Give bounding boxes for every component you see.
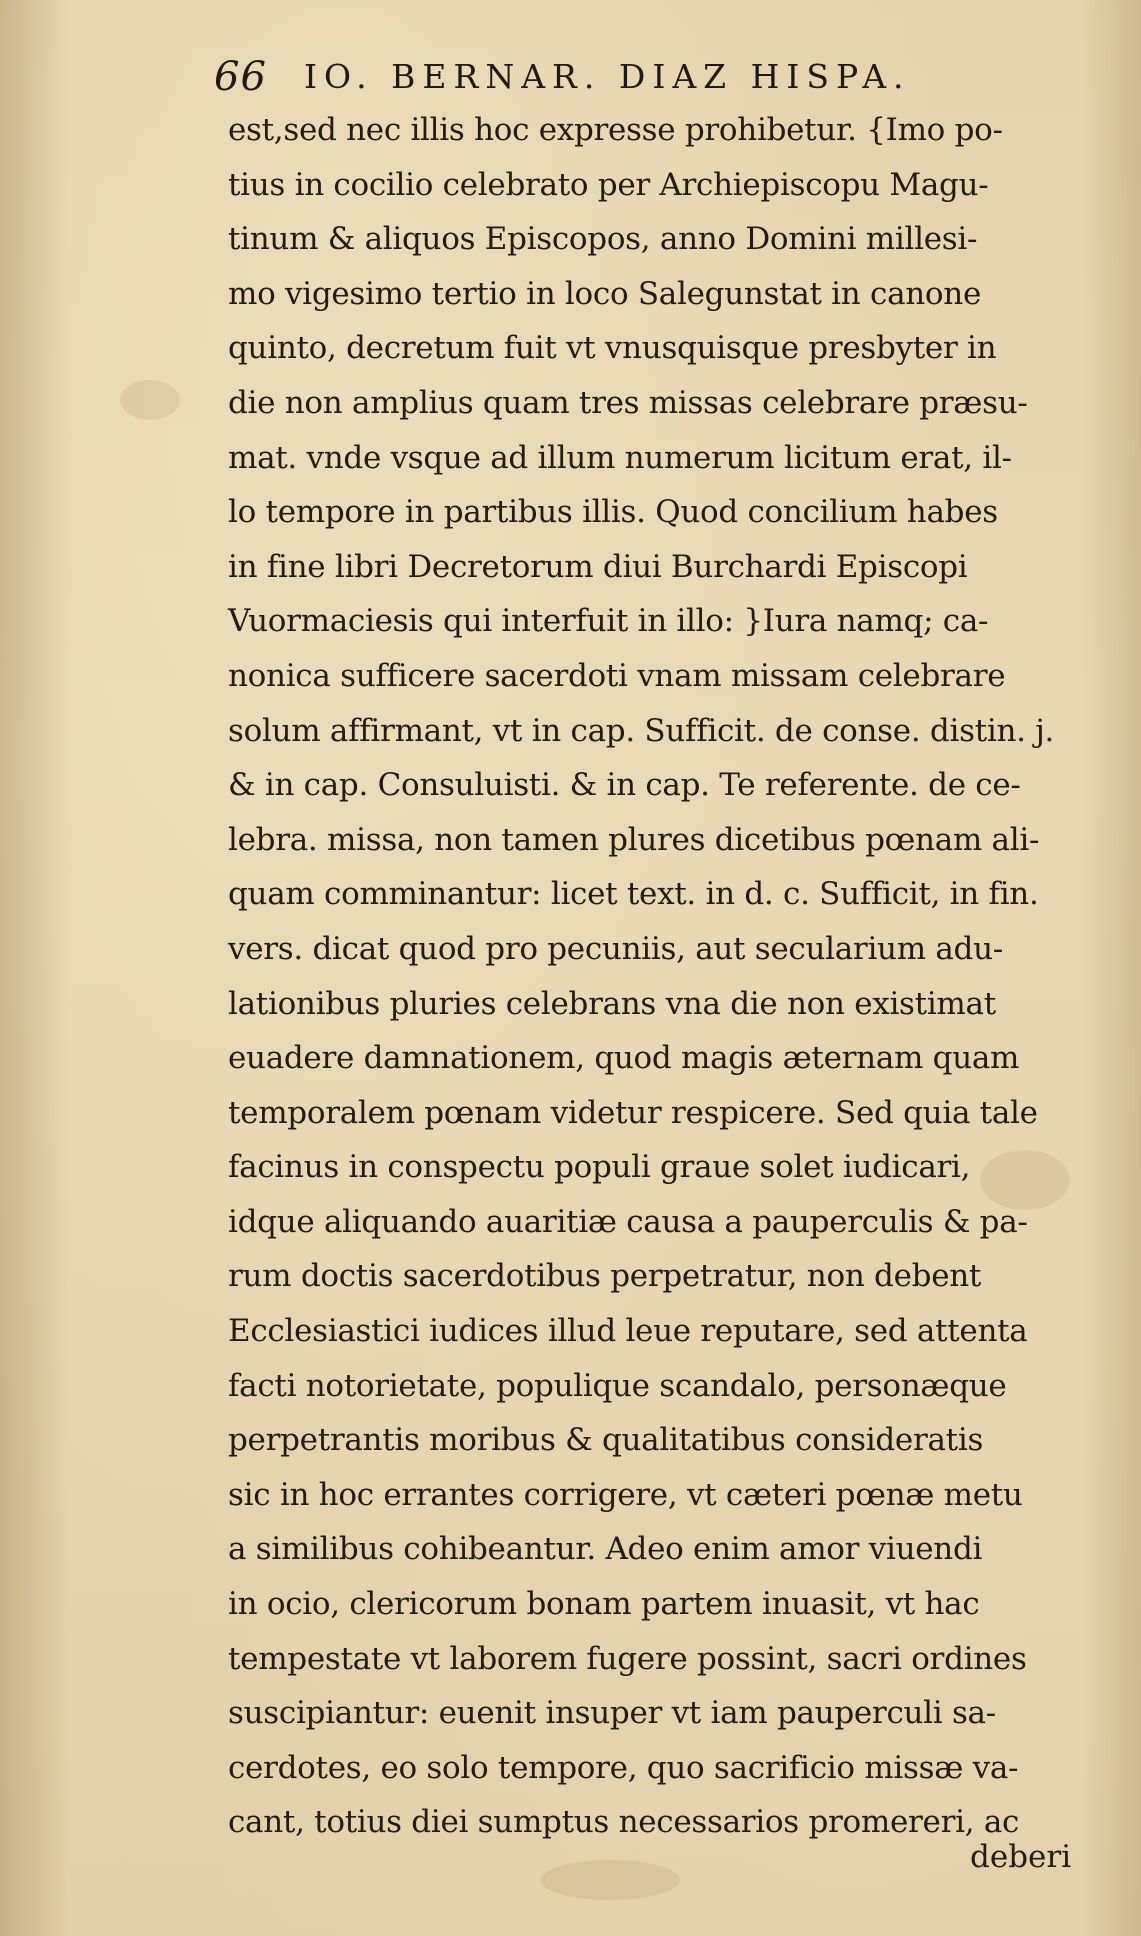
text-line: facinus in conspectu populi graue solet iudicari, xyxy=(228,1149,971,1186)
text-line: suscipiantur: euenit insuper vt iam pauperculi sa- xyxy=(228,1695,996,1732)
paper-stain xyxy=(120,380,180,420)
text-line: euadere damnationem, quod magis æternam quam xyxy=(228,1040,1020,1077)
text-line: tinum & aliquos Episcopos, anno Domini millesi- xyxy=(228,221,978,258)
running-head: IO. BERNAR. DIAZ HISPA. xyxy=(304,57,911,96)
text-line: perpetrantis moribus & qualitatibus consideratis xyxy=(228,1422,984,1459)
text-line: & in cap. Consuluisti. & in cap. Te referente. de ce- xyxy=(228,767,1021,804)
text-line: cant, totius diei sumptus necessarios promereri, ac xyxy=(228,1804,1020,1841)
text-line: lationibus pluries celebrans vna die non existimat xyxy=(228,985,996,1022)
body-text xyxy=(228,103,1118,1850)
text-line: tius in cocilio celebrato per Archiepiscopu Magu- xyxy=(228,166,989,203)
text-line: facti notorietate, populique scandalo, personæque xyxy=(228,1367,1007,1404)
text-line: in fine libri Decretorum diui Burchardi Episcopi xyxy=(228,548,968,585)
text-line: Ecclesiastici iudices illud leue reputare, sed attenta xyxy=(228,1313,1028,1350)
text-line: a similibus cohibeantur. Adeo enim amor viuendi xyxy=(228,1531,983,1568)
paper-stain xyxy=(540,1860,680,1900)
text-line: est,sed nec illis hoc expresse prohibetur. {Imo po- xyxy=(228,112,1003,148)
text-line: sic in hoc errantes corrigere, vt cæteri pœnæ metu xyxy=(228,1476,1023,1513)
text-line: lo tempore in partibus illis. Quod concilium habes xyxy=(228,494,998,531)
page-number: 66 xyxy=(214,54,267,100)
text-line: nonica sufficere sacerdoti vnam missam celebrare xyxy=(228,657,1006,694)
page-header xyxy=(214,52,1034,102)
catchword: deberi xyxy=(970,1839,1072,1875)
text-line: quam comminantur: licet text. in d. c. Sufficit, in fin. xyxy=(228,876,1039,913)
text-line: mo vigesimo tertio in loco Salegunstat in canone xyxy=(228,275,982,312)
text-line: die non amplius quam tres missas celebrare præsu- xyxy=(228,384,1028,421)
text-line: vers. dicat quod pro pecuniis, aut secularium adu- xyxy=(228,930,1003,967)
text-line: Vuormaciesis qui interfuit in illo: }Iura namq; ca- xyxy=(228,603,989,640)
text-line: temporalem pœnam videtur respicere. Sed quia tale xyxy=(228,1094,1038,1131)
text-line: mat. vnde vsque ad illum numerum licitum erat, il- xyxy=(228,439,1012,476)
text-line: quinto, decretum fuit vt vnusquisque presbyter in xyxy=(228,330,997,367)
page-shadow-left xyxy=(0,0,70,1936)
text-line: rum doctis sacerdotibus perpetratur, non debent xyxy=(228,1258,982,1295)
text-line: solum affirmant, vt in cap. Sufficit. de conse. distin. j. xyxy=(228,712,1055,749)
text-line: in ocio, clericorum bonam partem inuasit, vt hac xyxy=(228,1586,980,1623)
text-line: idque aliquando auaritiæ causa a pauperculis & pa- xyxy=(228,1203,1028,1240)
text-line: tempestate vt laborem fugere possint, sacri ordines xyxy=(228,1640,1027,1677)
text-line: cerdotes, eo solo tempore, quo sacrificio missæ va- xyxy=(228,1749,1019,1786)
text-line: lebra. missa, non tamen plures dicetibus pœnam ali- xyxy=(228,821,1040,858)
